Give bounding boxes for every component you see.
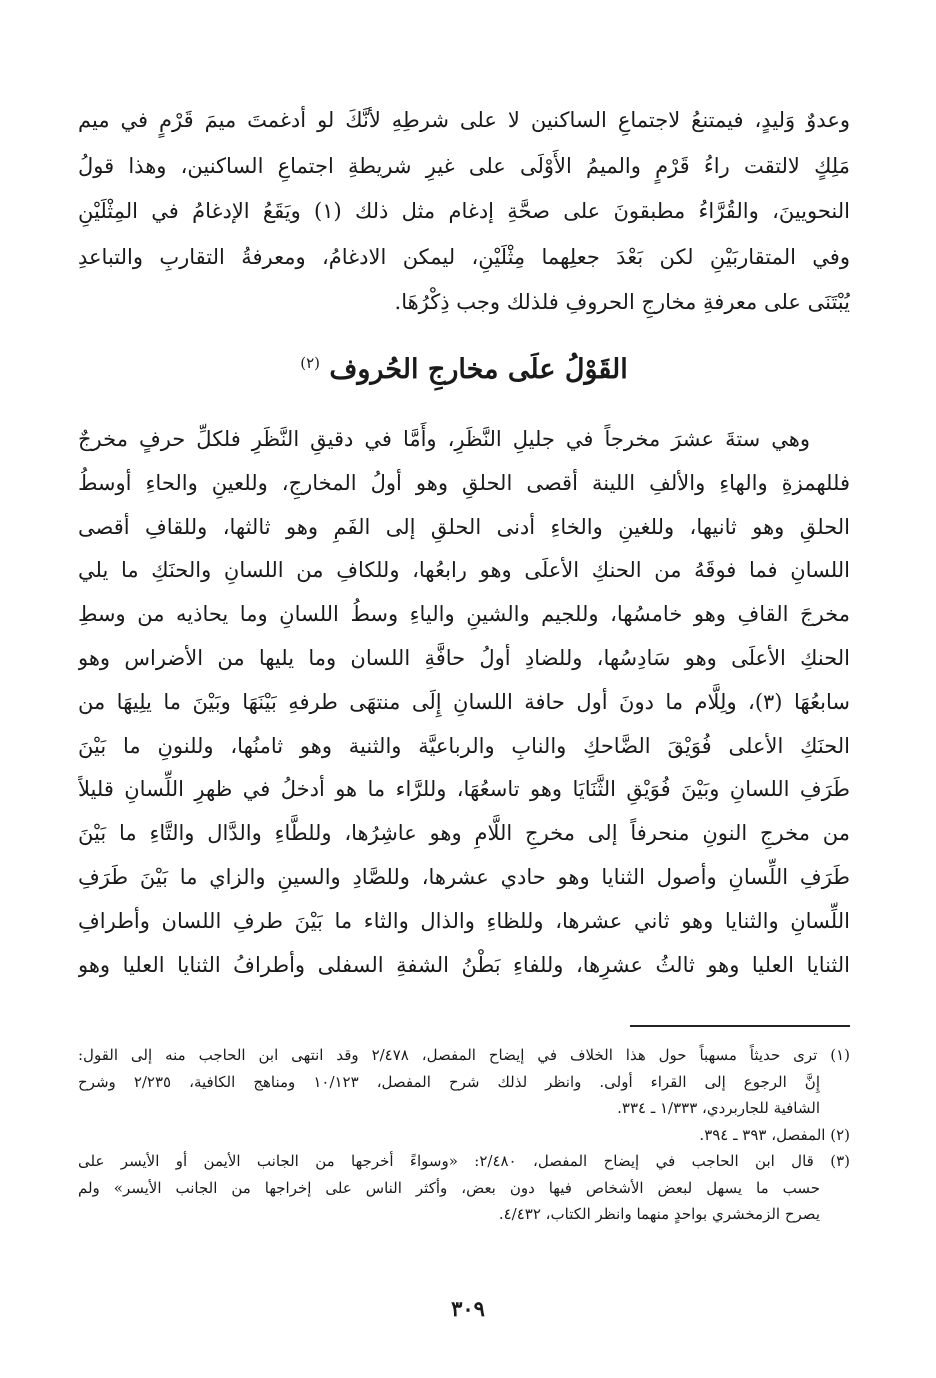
footnote-3-line: حسب ما يسهل لبعض الأشخاص فيها دون بعض، وأكثر الناس على إخراجها من الجانب الأيسر» ولم — [78, 1178, 820, 1197]
text-line: من مخرجِ النونِ منحرفاً إلى مخرجِ اللَّامِ وهو عاشِرُها، وللطَّاءِ والدَّال والتَّاءِ ما بَيْنَ — [78, 821, 850, 846]
footnote-3-line: (٣) قال ابن الحاجب في إيضاح المفصل، ٢/٤٨٠: «وسواءً أخرجها من الجانب الأيمن أو الأيسر على — [78, 1152, 850, 1170]
text-line: الحلقِ وهو ثانيها، وللغينِ والخاءِ أدنى الحلقِ إلى الفَمِ وهو ثالثها، وللقافِ أقصى — [78, 514, 850, 539]
text-line: طَرَفِ اللسانِ وبَيْنَ فُوَيْقِ الثَّنَايَا وهو تاسعُهَا، وللرَّاء ما هو أدخلُ في ظهرِ اللِّسانِ قليلاً — [78, 777, 850, 802]
text-line: مَلِكٍ لالتقت راءُ قَرْمٍ والميمُ الأَوْلَى على غيرِ شريطةِ اجتماعِ الساكنين، وهذا قولُ — [78, 153, 850, 178]
text-line: اللسانِ فما فوقَهُ من الحنكِ الأعلَى وهو رابعُها، وللكافِ من اللسانِ والحنَكِ ما يلي — [78, 558, 850, 583]
paragraph-intro — [78, 98, 850, 326]
text-line: وهي ستةَ عشرَ مخرجاً في جليلِ النَّظَرِ، وأَمَّا في دقيقِ النَّظَرِ فلكلِّ حرفٍ مخرجٌ — [78, 427, 810, 451]
text-line: الحنَكِ الأعلى فُوَيْقَ الضَّاحكِ والنابِ والرباعيَّة والثنية وهو ثامنُها، وللنونِ ما بَيْنَ — [78, 733, 850, 758]
page-number: ٣٠٩ — [451, 1296, 485, 1321]
paragraph-makharij — [78, 418, 850, 987]
heading-title: القَوْلُ علَى مخارجِ الحُروف — [329, 354, 628, 385]
footnote-3-line: يصرح الزمخشري بواحدٍ منهما وانظر الكتاب، ٤/٤٣٢. — [498, 1205, 820, 1223]
footnote-ref: (٢) — [300, 354, 320, 372]
footnote-2-line: (٢) المفصل، ٣٩٣ ـ ٣٩٤. — [699, 1125, 850, 1144]
footnote-1-line: الشافية للجاربردي، ١/٣٣٣ ـ ٣٣٤. — [617, 1099, 820, 1117]
footnote-1-line: (١) ترى حديثاً مسهباً حول هذا الخلاف في إيضاح المفصل، ٢/٤٧٨ وقد انتهى ابن الحاجب منه إلى القول: — [78, 1046, 850, 1064]
text-line: الحنكِ الأعلَى وهو سَادِسُها، وللضادِ أولُ حافَّةِ اللسان وما يليها من الأضراس وهو — [78, 645, 850, 670]
text-line: سابعُهَا (٣)، ولِلَّام ما دونَ أول حافة اللسانِ إِلَى منتهَى طرفهِ بَيْنَهَا وبَيْنَ ما يلِيهَا من — [78, 689, 850, 714]
footnote-divider — [630, 1025, 850, 1027]
text-line: وفي المتقاربَيْنِ لكن بَعْدَ جعلِهما مِثْلَيْنِ، ليمكن الادغامُ، ومعرفةُ التقاربِ والتباعدِ — [78, 244, 850, 269]
section-heading — [78, 338, 850, 388]
text-line: طَرَفِ اللِّسانِ وأصول الثنايا وهو حادي عشرها، وللصَّادِ والسينِ والزاي ما بَيْنَ طَرَفِ — [78, 864, 850, 889]
footnotes — [78, 1042, 850, 1228]
text-line: فللهمزةِ والهاءِ والألفِ اللينة أقصى الحلقِ وهو أولُ المخارجِ، وللعينِ والحاءِ أوسطُ — [78, 470, 850, 495]
text-line: اللِّسانِ والثنايا وهو ثاني عشرها، وللظاءِ والذال والثاء ما بَيْنَ طرفِ اللسان وأطرافِ — [78, 908, 850, 933]
text-line: وعدوٌ وَليدٍ، فيمتنعُ لاجتماعِ الساكنين لا على شرطِهِ لأنَّكَ لو أدغمتَ ميمَ قَرْمٍ في ميم — [78, 108, 850, 132]
text-line: مخرجَ القافِ وهو خامسُها، وللجيم والشينِ والياءِ وسطُ اللسانِ وما يحاذيه من وسطِ — [78, 602, 850, 627]
text-line: يُبْتَنَى على معرفةِ مخارجِ الحروفِ فلذلك وجب ذِكْرُهَا. — [394, 290, 850, 314]
text-line: النحويينَ، والقُرَّاءُ مطبقونَ على صحَّةِ إدغام مثل ذلك (١) ويَقَعُ الإدغامُ في المِثْلَيْنِ — [78, 199, 850, 223]
footnote-1-line: إِنَّ الرجوع إلى القراء أولى. وانظر لذلك شرح المفصل، ١٠/١٢٣ ومناهج الكافية، ٢/٢٣٥ وشرح — [78, 1072, 820, 1091]
text-line: الثنايا العليا وهو ثالثُ عشرِها، وللفاءِ بَطْنُ الشفةِ السفلى وأطرافُ الثنايا العليا وهو — [78, 952, 850, 977]
